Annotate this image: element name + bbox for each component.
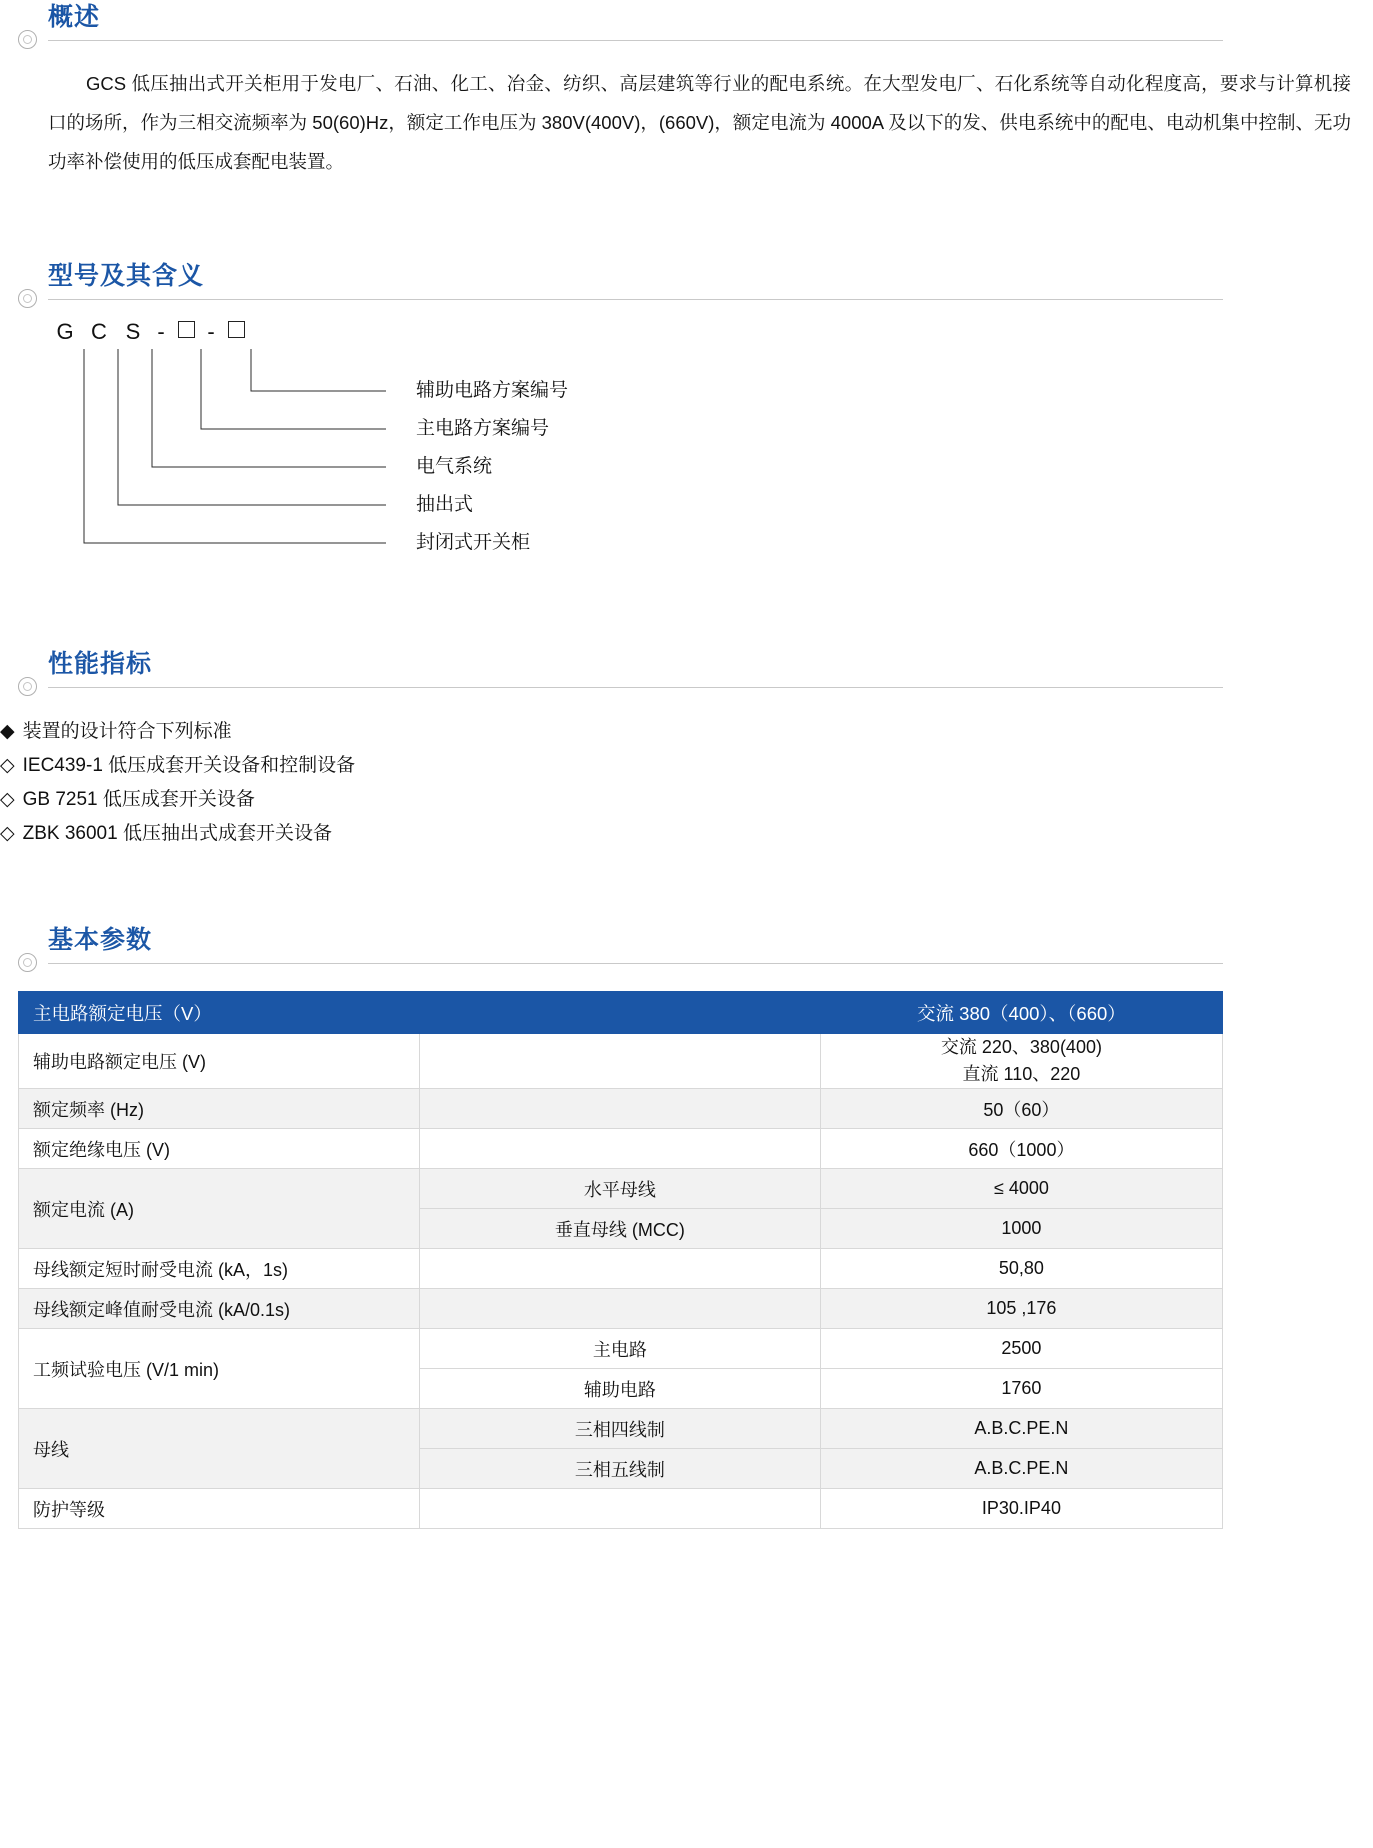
table-cell-param-value: ≤ 4000 xyxy=(820,1169,1222,1209)
value-line-ac: 交流 220、380(400) xyxy=(940,1037,1102,1057)
model-label-main-circuit-scheme: 主电路方案编号 xyxy=(416,418,550,439)
params-divider xyxy=(48,963,1223,964)
table-cell-param-name: 主电路额定电压（V） xyxy=(19,992,420,1034)
list-item xyxy=(0,783,1223,817)
model-label-aux-circuit-scheme: 辅助电路方案编号 xyxy=(416,380,569,401)
table-cell-param-name: 母线额定峰值耐受电流 (kA/0.1s) xyxy=(19,1289,420,1329)
model-label-enclosed-cabinet: 封闭式开关柜 xyxy=(416,532,531,553)
overview-divider xyxy=(48,40,1223,41)
section-marker-icon xyxy=(18,677,37,696)
table-cell-param-sub xyxy=(419,1249,820,1289)
model-divider xyxy=(48,299,1223,300)
table-cell-param-name: 额定绝缘电压 (V) xyxy=(19,1129,420,1169)
model-dash-2: - xyxy=(207,319,215,344)
section-params xyxy=(18,923,1223,969)
table-cell-param-name: 母线额定短时耐受电流 (kA，1s) xyxy=(19,1249,420,1289)
table-cell-param-sub xyxy=(419,1034,820,1089)
bullet-filled-diamond-icon: ◆ xyxy=(0,721,15,742)
bullet-hollow-diamond-icon: ◇ xyxy=(0,789,15,810)
table-row xyxy=(19,992,1223,1034)
table-cell-param-value: 50,80 xyxy=(820,1249,1222,1289)
table-cell-param-sub: 辅助电路 xyxy=(419,1369,820,1409)
table-row xyxy=(19,1409,1223,1449)
table-cell-param-sub: 三相五线制 xyxy=(419,1449,820,1489)
list-item-label: IEC439-1 低压成套开关设备和控制设备 xyxy=(22,755,356,776)
table-row xyxy=(19,1289,1223,1329)
bullet-hollow-diamond-icon: ◇ xyxy=(0,823,15,844)
table-cell-param-value: 1000 xyxy=(820,1209,1222,1249)
section-marker-icon xyxy=(18,30,37,49)
performance-heading xyxy=(18,647,1223,693)
table-cell-param-sub: 水平母线 xyxy=(419,1169,820,1209)
table-cell-param-name: 防护等级 xyxy=(19,1489,420,1529)
table-cell-param-value: 1760 xyxy=(820,1369,1222,1409)
params-title: 基本参数 xyxy=(48,926,153,954)
table-cell-param-value: 交流 380（400）、（660） xyxy=(820,992,1222,1034)
model-label-electrical-system: 电气系统 xyxy=(416,456,493,477)
model-heading xyxy=(18,259,1223,305)
table-row xyxy=(19,1249,1223,1289)
table-cell-param-value: A.B.C.PE.N xyxy=(820,1409,1222,1449)
list-item xyxy=(0,749,1223,783)
table-cell-param-value: 50（60） xyxy=(820,1089,1222,1129)
performance-divider xyxy=(48,687,1223,688)
section-marker-icon xyxy=(18,953,37,972)
table-cell-param-sub: 主电路 xyxy=(419,1329,820,1369)
table-cell-param-value xyxy=(820,1034,1222,1089)
section-model xyxy=(18,259,1223,609)
model-label-withdrawable: 抽出式 xyxy=(416,494,474,515)
bullet-hollow-diamond-icon: ◇ xyxy=(0,755,15,776)
table-cell-param-sub xyxy=(419,1289,820,1329)
model-letter-s: S xyxy=(125,319,141,344)
overview-heading xyxy=(18,0,1223,46)
table-cell-param-sub: 三相四线制 xyxy=(419,1409,820,1449)
model-designation-diagram xyxy=(48,319,1223,609)
table-cell-param-sub xyxy=(419,1489,820,1529)
section-performance xyxy=(0,647,1223,851)
overview-paragraph: GCS 低压抽出式开关柜用于发电厂、石油、化工、冶金、纺织、高层建筑等行业的配电系统。在大型发电厂、石化系统等自动化程度高，要求与计算机接口的场所，作为三相交流频率为 50(60)Hz，额定工作电压为 380V(400V)，(660V)，额定电流为 4000A 及以下的发、供电系统中的配电、电动机集中控制、无功功率补偿使用的低压成套配电装置。 xyxy=(48,73,1351,172)
list-item-label: GB 7251 低压成套开关设备 xyxy=(22,789,255,810)
table-row xyxy=(19,1329,1223,1369)
basic-parameters-table-wrap xyxy=(18,991,1223,1529)
model-dash-1: - xyxy=(157,319,165,344)
table-cell-param-sub xyxy=(419,1129,820,1169)
table-row xyxy=(19,1089,1223,1129)
table-row xyxy=(19,1034,1223,1089)
table-cell-param-value: IP30.IP40 xyxy=(820,1489,1222,1529)
performance-standards-list xyxy=(0,715,1223,851)
table-cell-param-name: 额定电流 (A) xyxy=(19,1169,420,1249)
model-letter-c: C xyxy=(91,319,107,344)
section-marker-icon xyxy=(18,289,37,308)
table-cell-param-sub xyxy=(419,992,820,1034)
table-row xyxy=(19,1129,1223,1169)
list-item-label: ZBK 36001 低压抽出式成套开关设备 xyxy=(22,823,332,844)
table-cell-param-value: 2500 xyxy=(820,1329,1222,1369)
table-cell-param-value: A.B.C.PE.N xyxy=(820,1449,1222,1489)
table-cell-param-sub xyxy=(419,1089,820,1129)
model-letter-g: G xyxy=(56,319,74,344)
table-cell-param-name: 工频试验电压 (V/1 min) xyxy=(19,1329,420,1409)
table-row xyxy=(19,1169,1223,1209)
list-item-label: 装置的设计符合下列标准 xyxy=(22,721,232,742)
overview-title: 概述 xyxy=(48,3,101,31)
table-cell-param-name: 额定频率 (Hz) xyxy=(19,1089,420,1129)
table-cell-param-value: 660（1000） xyxy=(820,1129,1222,1169)
params-heading xyxy=(18,923,1223,969)
table-cell-param-name: 母线 xyxy=(19,1409,420,1489)
table-cell-param-name: 辅助电路额定电压 (V) xyxy=(19,1034,420,1089)
section-overview xyxy=(18,0,1351,181)
performance-title: 性能指标 xyxy=(48,650,153,678)
value-line-dc: 直流 110、220 xyxy=(962,1064,1081,1084)
model-title: 型号及其含义 xyxy=(48,262,205,290)
model-leader-lines xyxy=(48,319,428,599)
basic-parameters-table xyxy=(18,991,1223,1529)
table-row xyxy=(19,1489,1223,1529)
list-item xyxy=(0,715,1223,749)
table-cell-param-sub: 垂直母线 (MCC) xyxy=(419,1209,820,1249)
list-item xyxy=(0,817,1223,851)
table-cell-param-value: 105 ,176 xyxy=(820,1289,1222,1329)
